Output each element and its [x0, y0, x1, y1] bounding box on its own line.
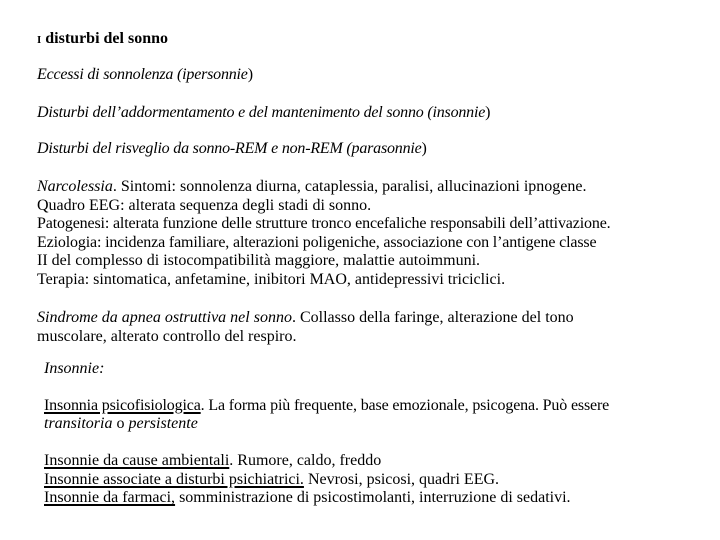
psicofisiologica-line — [44, 397, 609, 416]
insonnie-heading: Insonnie: — [44, 360, 105, 377]
psicofisiologica-name: Insonnia psicofisiologica — [44, 397, 201, 414]
or-text: o — [112, 415, 129, 432]
ipersonnie-text: Eccessi di sonnolenza (ipersonnie — [37, 66, 248, 83]
ambientali-line — [44, 452, 381, 471]
parasonnie-line — [37, 140, 427, 159]
narcolessia-eeg-line: Quadro EEG: alterata sequenza degli stadi di sonno. — [37, 196, 372, 214]
page-title — [37, 30, 168, 50]
apnea-line-1 — [37, 309, 574, 328]
narcolessia-patogenesi-line: Patogenesi: alterata funzione delle strutture tronco encefaliche responsabili dell’attivazione. — [37, 215, 611, 232]
apnea-desc-1: . Collasso della faringe, alterazione del tono — [291, 309, 574, 326]
narcolessia-name: Narcolessia — [37, 178, 113, 195]
farmaci-desc: somministrazione di psicostimolanti, interruzione di sedativi. — [175, 489, 571, 506]
parasonnie-text: Disturbi del risveglio da sonno-REM e non-REM (parasonnie — [37, 140, 422, 157]
psichiatrici-desc: Nevrosi, psicosi, quadri EEG. — [303, 470, 500, 488]
parasonnie-close: ) — [421, 140, 427, 157]
ambientali-name: Insonnie da cause ambientali — [44, 452, 230, 469]
narcolessia-terapia-line: Terapia: sintomatica, anfetamine, inibitori MAO, antidepressivi triciclici. — [37, 270, 506, 288]
persistente-text: persistente — [128, 415, 198, 432]
title-initial: I — [37, 34, 42, 46]
narcolessia-sintomi-line — [37, 178, 587, 197]
narcolessia-eziologia-line-1: Eziologia: incidenza familiare, alterazioni poligeniche, associazione con l’antigene classe — [37, 233, 597, 251]
transitoria-line — [44, 415, 198, 434]
psichiatrici-line — [44, 471, 499, 490]
psicofisiologica-desc: . La forma più frequente, base emozionale, psicogena. Può essere — [200, 397, 610, 414]
narcolessia-eziologia-line-2: II del complesso di istocompatibilità maggiore, malattie autoimmuni. — [37, 252, 481, 269]
ambientali-desc: . Rumore, caldo, freddo — [229, 452, 382, 469]
insonnie-def-line — [37, 104, 490, 123]
title-text: disturbi del sonno — [45, 30, 168, 47]
apnea-name: Sindrome da apnea ostruttiva nel sonno — [37, 309, 292, 326]
psichiatrici-name: Insonnie associate a disturbi psichiatrici. — [44, 470, 304, 488]
insonnie-def-text: Disturbi dell’addormentamento e del mantenimento del sonno (insonnie — [37, 104, 486, 121]
transitoria-text: transitoria — [44, 415, 113, 432]
ipersonnie-close: ) — [247, 66, 253, 83]
farmaci-line — [44, 489, 571, 508]
farmaci-name: Insonnie da farmaci, — [44, 489, 176, 506]
narcolessia-sintomi: . Sintomi: sonnolenza diurna, cataplessia, paralisi, allucinazioni ipnogene. — [112, 178, 587, 195]
ipersonnie-line — [37, 66, 253, 85]
apnea-line-2: muscolare, alterato controllo del respiro. — [37, 327, 297, 345]
insonnie-def-close: ) — [485, 104, 491, 121]
